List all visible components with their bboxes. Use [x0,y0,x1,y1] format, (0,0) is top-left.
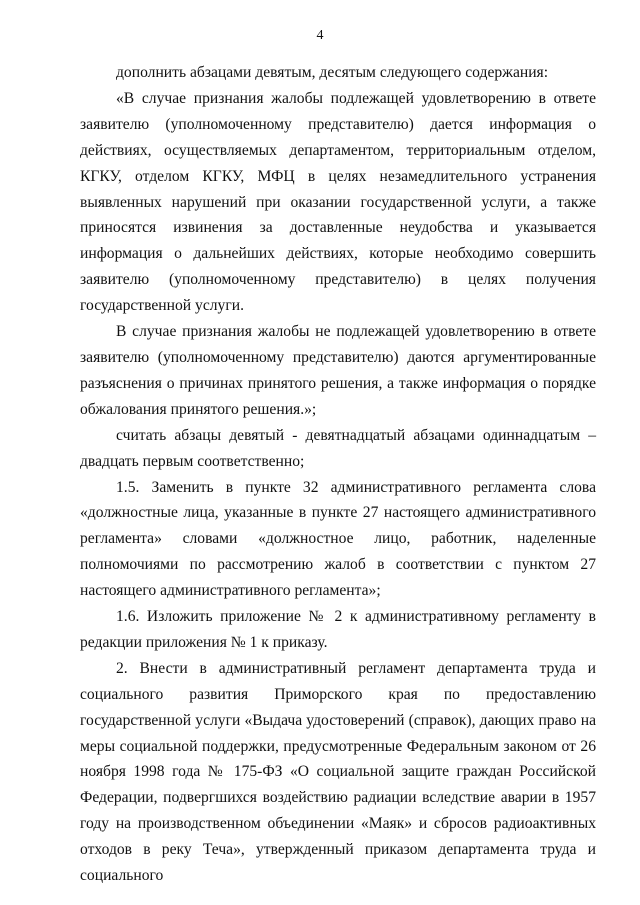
paragraph-amend-intro: дополнить абзацами девятым, десятым следующего содержания: [116,64,549,81]
paragraph-renumber-clauses: считать абзацы девятый - девятнадцатый абзацами одиннадцатым – двадцать первым соответственно; [80,426,596,470]
paragraph-complaint-rejected: В случае признания жалобы не подлежащей удовлетворению в ответе заявителю (уполномоченному представителю) даются аргументированные разъяснения о причинах принятого решения, а также информация о порядке обжалования принятого решения.»; [80,323,596,418]
paragraph-complaint-satisfied: «В случае признания жалобы подлежащей удовлетворению в ответе заявителю (уполномоченному представителю) дается информация о действиях, осуществляемых департаментом, территориальным отделом, КГКУ, отделом КГКУ, МФЦ в целях незамедлительного устранения выявленных нарушений при оказании государственной услуги, а также приносятся извинения за доставленные неудобства и указывается информация о дальнейших действиях, которые необходимо совершить заявителю (уполномоченному представителю) в целях получения государственной услуги. [80,89,596,315]
paragraph-item-2: 2. Внести в административный регламент департамента труда и социального развития Приморского края по предоставлению государственной услуги «Выдача удостоверений (справок), дающих право на меры социальной поддержки, предусмотренные Федеральным законом от 26 ноября 1998 года № 175-ФЗ «О социальной защите граждан Российской Федерации, подвергшихся воздействию радиации вследствие аварии в 1957 году на производственном объединении «Маяк» и сбросов радиоактивных отходов в реку Теча», утвержденный приказом департамента труда и социального [80,659,596,885]
paragraph-item-1-6: 1.6. Изложить приложение № 2 к административному регламенту в редакции приложения № 1 к приказу. [80,608,596,651]
document-body [80,60,596,889]
paragraph-item-1-5: 1.5. Заменить в пункте 32 административного регламента слова «должностные лица, указанные в пункте 27 настоящего административного регламента» словами «должностное лицо, работник, наделенные полномочиями по рассмотрению жалоб в соответствии с пунктом 27 настоящего административного регламента»; [80,478,596,600]
page-number: 4 [316,28,324,43]
